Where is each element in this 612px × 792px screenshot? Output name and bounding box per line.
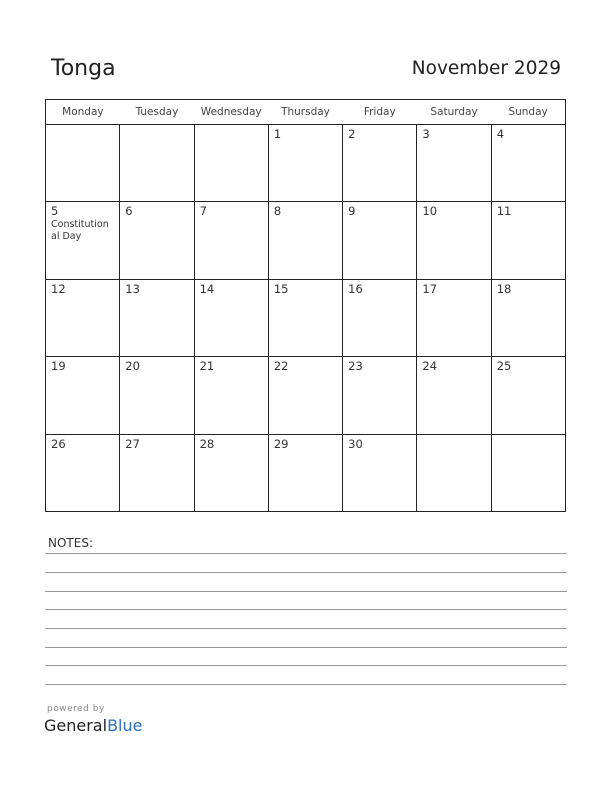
- day-number: 24: [422, 359, 438, 374]
- empty-day-cell: [46, 125, 120, 202]
- day-number: 3: [422, 127, 430, 141]
- week-row: [46, 434, 566, 511]
- note-line: [45, 609, 567, 610]
- brand-logo: [44, 716, 142, 735]
- day-cell: [343, 125, 417, 202]
- day-cell: [491, 125, 565, 202]
- day-cell: [46, 279, 120, 356]
- note-line: [45, 553, 567, 554]
- day-number: 6: [125, 204, 133, 219]
- day-cell: [268, 202, 342, 279]
- day-cell: [46, 202, 120, 279]
- day-cell: [417, 202, 491, 279]
- note-line: [45, 591, 567, 592]
- day-number: 15: [273, 281, 289, 296]
- note-line: [45, 665, 567, 666]
- empty-day-cell: [491, 434, 565, 511]
- day-cell: [343, 357, 417, 434]
- note-line: [45, 684, 567, 685]
- note-line: [45, 628, 567, 629]
- calendar-grid: [45, 99, 566, 512]
- note-line: [45, 572, 567, 573]
- day-number: 25: [496, 359, 512, 374]
- empty-day-cell: [120, 125, 194, 202]
- week-row: [46, 279, 566, 356]
- brand-blue-text: Blue: [107, 716, 143, 735]
- week-row: [46, 357, 566, 434]
- brand-general-text: General: [44, 716, 108, 735]
- day-number: 11: [496, 204, 512, 219]
- day-number: 29: [273, 436, 289, 451]
- day-cell: [120, 279, 194, 356]
- day-cell: [194, 202, 268, 279]
- day-number: 16: [348, 281, 363, 296]
- day-number: 28: [199, 436, 215, 451]
- weekday-sunday: Sunday: [491, 100, 565, 125]
- day-number: 13: [125, 281, 140, 296]
- day-cell: [194, 279, 268, 356]
- day-number: 22: [273, 359, 289, 374]
- note-line: [45, 647, 567, 648]
- weekday-wednesday: Wednesday: [194, 100, 268, 125]
- weekday-friday: Friday: [343, 100, 417, 125]
- day-cell: [194, 434, 268, 511]
- empty-day-cell: [417, 434, 491, 511]
- day-cell: [268, 125, 342, 202]
- day-cell: [46, 357, 120, 434]
- day-cell: [194, 357, 268, 434]
- day-number: 14: [199, 281, 215, 296]
- day-number: 30: [348, 436, 363, 451]
- day-cell: [417, 357, 491, 434]
- day-cell: [46, 434, 120, 511]
- country-title: Tonga: [51, 56, 116, 81]
- day-number: 10: [422, 204, 438, 219]
- day-number: 8: [273, 204, 282, 219]
- day-cell: [268, 279, 342, 356]
- notes-label: NOTES:: [48, 536, 93, 550]
- weekday-saturday: Saturday: [417, 100, 491, 125]
- day-number: 19: [51, 359, 66, 374]
- day-cell: [491, 279, 565, 356]
- day-cell: [491, 202, 565, 279]
- day-number: 7: [199, 204, 207, 219]
- holiday-event: Constitution al Day: [51, 219, 109, 243]
- week-row: [46, 125, 566, 202]
- powered-by-text: powered by: [47, 704, 105, 714]
- day-cell: [417, 125, 491, 202]
- day-cell: [120, 434, 194, 511]
- day-cell: [343, 202, 417, 279]
- month-year-title: November 2029: [411, 58, 561, 79]
- day-number: 4: [496, 127, 505, 141]
- calendar-body: [46, 125, 566, 512]
- day-cell: [120, 202, 194, 279]
- day-number: 12: [51, 281, 66, 296]
- day-cell: [268, 434, 342, 511]
- weekday-thursday: Thursday: [268, 100, 342, 125]
- day-cell: [343, 434, 417, 511]
- day-cell: [417, 279, 491, 356]
- weekday-monday: Monday: [46, 100, 120, 125]
- day-number: 5: [51, 204, 59, 219]
- day-number: 2: [348, 127, 356, 141]
- day-cell: [268, 357, 342, 434]
- day-number: 17: [422, 281, 438, 296]
- day-number: 21: [199, 359, 215, 374]
- day-cell: [491, 357, 565, 434]
- day-number: 26: [51, 436, 66, 451]
- day-number: 1: [273, 127, 282, 141]
- weekday-header-row: [46, 100, 566, 125]
- day-cell: [343, 279, 417, 356]
- day-number: 18: [496, 281, 512, 296]
- day-number: 9: [348, 204, 356, 219]
- day-number: 23: [348, 359, 363, 374]
- weekday-tuesday: Tuesday: [120, 100, 194, 125]
- day-number: 27: [125, 436, 140, 451]
- empty-day-cell: [194, 125, 268, 202]
- day-cell: [120, 357, 194, 434]
- day-number: 20: [125, 359, 140, 374]
- week-row: [46, 202, 566, 279]
